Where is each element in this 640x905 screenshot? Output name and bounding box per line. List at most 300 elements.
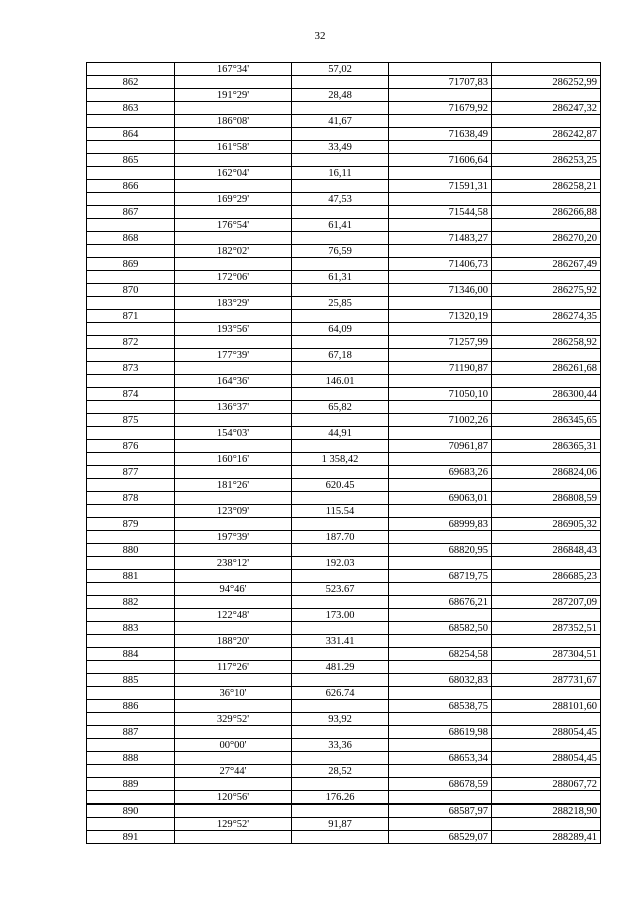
angle-cell [175,518,292,531]
angle-cell [175,310,292,323]
angle-cell: 329°52' [175,713,292,726]
table-row [87,375,601,388]
point-number-cell [87,479,175,492]
y-coordinate-cell [492,739,601,752]
angle-cell [175,570,292,583]
point-number-cell: 864 [87,128,175,141]
table-row [87,76,601,89]
y-coordinate-cell: 286253,25 [492,154,601,167]
length-cell: 173.00 [292,609,389,622]
length-cell [292,310,389,323]
y-coordinate-cell [492,635,601,648]
y-coordinate-cell: 286365,31 [492,440,601,453]
point-number-cell [87,609,175,622]
length-cell [292,414,389,427]
point-number-cell [87,765,175,778]
table-row [87,505,601,518]
y-coordinate-cell: 286345,65 [492,414,601,427]
point-number-cell: 863 [87,102,175,115]
table-row [87,349,601,362]
x-coordinate-cell [389,791,492,805]
length-cell [292,700,389,713]
length-cell [292,206,389,219]
table-row [87,245,601,258]
x-coordinate-cell [389,349,492,362]
x-coordinate-cell [389,401,492,414]
table-row [87,739,601,752]
x-coordinate-cell: 69683,26 [389,466,492,479]
point-number-cell: 888 [87,752,175,765]
y-coordinate-cell [492,609,601,622]
table-row [87,765,601,778]
angle-cell: 193°56' [175,323,292,336]
table-row [87,831,601,844]
y-coordinate-cell [492,271,601,284]
x-coordinate-cell: 71483,27 [389,232,492,245]
table-row [87,453,601,466]
x-coordinate-cell [389,479,492,492]
x-coordinate-cell [389,583,492,596]
point-number-cell [87,323,175,336]
point-number-cell [87,505,175,518]
length-cell: 176.26 [292,791,389,805]
y-coordinate-cell [492,479,601,492]
x-coordinate-cell: 68820,95 [389,544,492,557]
point-number-cell [87,531,175,544]
angle-cell: 176°54' [175,219,292,232]
length-cell [292,440,389,453]
point-number-cell: 868 [87,232,175,245]
point-number-cell [87,245,175,258]
angle-cell [175,102,292,115]
x-coordinate-cell: 71002,26 [389,414,492,427]
point-number-cell [87,167,175,180]
angle-cell: 169°29' [175,193,292,206]
y-coordinate-cell [492,63,601,76]
length-cell [292,831,389,844]
length-cell: 65,82 [292,401,389,414]
angle-cell [175,804,292,818]
point-number-cell: 867 [87,206,175,219]
length-cell: 1 358,42 [292,453,389,466]
angle-cell: 182°02' [175,245,292,258]
x-coordinate-cell [389,219,492,232]
length-cell: 523.67 [292,583,389,596]
angle-cell [175,336,292,349]
point-number-cell: 886 [87,700,175,713]
angle-cell: 162°04' [175,167,292,180]
length-cell: 146.01 [292,375,389,388]
angle-cell [175,388,292,401]
length-cell: 67,18 [292,349,389,362]
table-row [87,544,601,557]
x-coordinate-cell [389,531,492,544]
angle-cell [175,596,292,609]
table-row [87,401,601,414]
x-coordinate-cell: 71606,64 [389,154,492,167]
x-coordinate-cell [389,739,492,752]
angle-cell: 188°20' [175,635,292,648]
point-number-cell: 884 [87,648,175,661]
table-row [87,323,601,336]
angle-cell: 27°44' [175,765,292,778]
x-coordinate-cell: 68678,59 [389,778,492,791]
point-number-cell: 877 [87,466,175,479]
x-coordinate-cell [389,141,492,154]
y-coordinate-cell [492,193,601,206]
x-coordinate-cell: 68676,21 [389,596,492,609]
point-number-cell [87,453,175,466]
point-number-cell: 866 [87,180,175,193]
length-cell: 57,02 [292,63,389,76]
angle-cell [175,180,292,193]
table-row [87,284,601,297]
y-coordinate-cell: 288289,41 [492,831,601,844]
angle-cell: 183°29' [175,297,292,310]
length-cell: 44,91 [292,427,389,440]
length-cell: 33,36 [292,739,389,752]
y-coordinate-cell [492,713,601,726]
point-number-cell [87,63,175,76]
point-number-cell: 869 [87,258,175,271]
y-coordinate-cell [492,115,601,128]
y-coordinate-cell [492,765,601,778]
y-coordinate-cell [492,427,601,440]
angle-cell [175,726,292,739]
y-coordinate-cell [492,661,601,674]
x-coordinate-cell: 68619,98 [389,726,492,739]
y-coordinate-cell: 286267,49 [492,258,601,271]
angle-cell: 172°06' [175,271,292,284]
y-coordinate-cell: 287207,09 [492,596,601,609]
point-number-cell: 883 [87,622,175,635]
x-coordinate-cell: 68538,75 [389,700,492,713]
angle-cell: 177°39' [175,349,292,362]
x-coordinate-cell [389,557,492,570]
point-number-cell: 875 [87,414,175,427]
table-row [87,102,601,115]
length-cell [292,76,389,89]
x-coordinate-cell [389,609,492,622]
x-coordinate-cell [389,375,492,388]
x-coordinate-cell: 71638,49 [389,128,492,141]
angle-cell: 167°34' [175,63,292,76]
point-number-cell: 870 [87,284,175,297]
x-coordinate-cell: 68653,34 [389,752,492,765]
angle-cell [175,206,292,219]
angle-cell: 117°26' [175,661,292,674]
length-cell [292,726,389,739]
y-coordinate-cell [492,141,601,154]
table-row [87,622,601,635]
x-coordinate-cell: 71346,00 [389,284,492,297]
point-number-cell [87,739,175,752]
x-coordinate-cell [389,635,492,648]
y-coordinate-cell [492,505,601,518]
coordinates-table-body [87,63,601,844]
table-row [87,362,601,375]
y-coordinate-cell: 288054,45 [492,726,601,739]
table-row [87,752,601,765]
y-coordinate-cell: 288101,60 [492,700,601,713]
y-coordinate-cell: 286300,44 [492,388,601,401]
point-number-cell [87,818,175,831]
angle-cell: 164°36' [175,375,292,388]
point-number-cell [87,297,175,310]
coordinates-table [86,62,601,844]
angle-cell [175,752,292,765]
length-cell [292,648,389,661]
x-coordinate-cell [389,89,492,102]
angle-cell: 181°26' [175,479,292,492]
point-number-cell: 885 [87,674,175,687]
point-number-cell: 878 [87,492,175,505]
point-number-cell: 871 [87,310,175,323]
length-cell: 61,41 [292,219,389,232]
x-coordinate-cell [389,453,492,466]
table-row [87,297,601,310]
y-coordinate-cell: 286247,32 [492,102,601,115]
table-row [87,583,601,596]
length-cell: 115.54 [292,505,389,518]
table-row [87,167,601,180]
y-coordinate-cell: 286275,92 [492,284,601,297]
x-coordinate-cell: 68719,75 [389,570,492,583]
y-coordinate-cell: 286270,20 [492,232,601,245]
y-coordinate-cell: 288067,72 [492,778,601,791]
length-cell [292,518,389,531]
y-coordinate-cell: 287731,67 [492,674,601,687]
y-coordinate-cell: 286848,43 [492,544,601,557]
length-cell [292,544,389,557]
point-number-cell: 865 [87,154,175,167]
angle-cell: 238°12' [175,557,292,570]
point-number-cell: 882 [87,596,175,609]
length-cell [292,778,389,791]
length-cell: 64,09 [292,323,389,336]
table-row [87,427,601,440]
table-row [87,414,601,427]
y-coordinate-cell [492,349,601,362]
point-number-cell: 873 [87,362,175,375]
y-coordinate-cell [492,245,601,258]
y-coordinate-cell [492,219,601,232]
angle-cell [175,362,292,375]
table-row [87,687,601,700]
table-row [87,232,601,245]
length-cell: 481.29 [292,661,389,674]
point-number-cell [87,583,175,596]
point-number-cell: 879 [87,518,175,531]
length-cell: 47,53 [292,193,389,206]
x-coordinate-cell: 71257,99 [389,336,492,349]
x-coordinate-cell [389,713,492,726]
table-row [87,141,601,154]
angle-cell [175,440,292,453]
y-coordinate-cell: 286261,68 [492,362,601,375]
length-cell [292,232,389,245]
length-cell [292,388,389,401]
table-row [87,466,601,479]
x-coordinate-cell: 68032,83 [389,674,492,687]
y-coordinate-cell: 288054,45 [492,752,601,765]
table-row [87,336,601,349]
angle-cell [175,674,292,687]
table-row [87,804,601,818]
point-number-cell [87,219,175,232]
length-cell [292,570,389,583]
length-cell [292,804,389,818]
point-number-cell: 874 [87,388,175,401]
y-coordinate-cell [492,453,601,466]
point-number-cell [87,375,175,388]
point-number-cell [87,661,175,674]
table-row [87,492,601,505]
table-row [87,206,601,219]
length-cell [292,466,389,479]
point-number-cell [87,401,175,414]
x-coordinate-cell: 68254,58 [389,648,492,661]
x-coordinate-cell [389,323,492,336]
table-row [87,193,601,206]
point-number-cell [87,349,175,362]
angle-cell [175,466,292,479]
angle-cell [175,128,292,141]
point-number-cell: 889 [87,778,175,791]
length-cell [292,102,389,115]
x-coordinate-cell [389,193,492,206]
x-coordinate-cell: 71190,87 [389,362,492,375]
angle-cell [175,284,292,297]
angle-cell [175,778,292,791]
page-number: 32 [314,30,326,42]
angle-cell [175,831,292,844]
y-coordinate-cell: 286242,87 [492,128,601,141]
point-number-cell: 876 [87,440,175,453]
point-number-cell [87,557,175,570]
angle-cell [175,76,292,89]
x-coordinate-cell: 68999,83 [389,518,492,531]
angle-cell [175,544,292,557]
point-number-cell: 891 [87,831,175,844]
angle-cell [175,154,292,167]
point-number-cell [87,271,175,284]
angle-cell: 197°39' [175,531,292,544]
point-number-cell: 872 [87,336,175,349]
angle-cell [175,492,292,505]
angle-cell: 186°08' [175,115,292,128]
table-row [87,791,601,805]
table-row [87,479,601,492]
angle-cell: 94°46' [175,583,292,596]
table-row [87,310,601,323]
table-row [87,271,601,284]
x-coordinate-cell: 68582,50 [389,622,492,635]
table-row [87,661,601,674]
length-cell: 91,87 [292,818,389,831]
table-row [87,219,601,232]
table-row [87,258,601,271]
angle-cell: 36°10' [175,687,292,700]
length-cell [292,492,389,505]
angle-cell: 120°56' [175,791,292,805]
x-coordinate-cell [389,115,492,128]
angle-cell: 00°00' [175,739,292,752]
table-row [87,388,601,401]
angle-cell: 123°09' [175,505,292,518]
y-coordinate-cell: 287304,51 [492,648,601,661]
table-row [87,778,601,791]
length-cell [292,258,389,271]
angle-cell [175,648,292,661]
x-coordinate-cell: 71406,73 [389,258,492,271]
angle-cell [175,258,292,271]
length-cell: 192.03 [292,557,389,570]
y-coordinate-cell [492,557,601,570]
point-number-cell [87,89,175,102]
x-coordinate-cell: 71707,83 [389,76,492,89]
x-coordinate-cell: 71050,10 [389,388,492,401]
y-coordinate-cell [492,583,601,596]
length-cell: 620.45 [292,479,389,492]
x-coordinate-cell [389,765,492,778]
y-coordinate-cell [492,687,601,700]
y-coordinate-cell [492,401,601,414]
point-number-cell [87,141,175,154]
angle-cell: 161°58' [175,141,292,154]
table-row [87,713,601,726]
point-number-cell [87,115,175,128]
y-coordinate-cell: 286808,59 [492,492,601,505]
length-cell: 41,67 [292,115,389,128]
length-cell [292,336,389,349]
x-coordinate-cell [389,167,492,180]
table-row [87,596,601,609]
point-number-cell: 890 [87,804,175,818]
y-coordinate-cell: 286274,35 [492,310,601,323]
table-row [87,115,601,128]
y-coordinate-cell [492,167,601,180]
x-coordinate-cell [389,297,492,310]
angle-cell [175,700,292,713]
y-coordinate-cell: 286905,32 [492,518,601,531]
length-cell [292,180,389,193]
point-number-cell: 880 [87,544,175,557]
y-coordinate-cell: 286266,88 [492,206,601,219]
angle-cell [175,414,292,427]
angle-cell: 154°03' [175,427,292,440]
point-number-cell [87,427,175,440]
y-coordinate-cell: 286252,99 [492,76,601,89]
length-cell: 187.70 [292,531,389,544]
x-coordinate-cell [389,661,492,674]
length-cell [292,128,389,141]
length-cell: 16,11 [292,167,389,180]
table-row [87,609,601,622]
length-cell [292,154,389,167]
point-number-cell [87,193,175,206]
x-coordinate-cell: 71320,19 [389,310,492,323]
table-row [87,180,601,193]
point-number-cell: 881 [87,570,175,583]
point-number-cell [87,635,175,648]
y-coordinate-cell [492,297,601,310]
y-coordinate-cell: 287352,51 [492,622,601,635]
length-cell: 61,31 [292,271,389,284]
x-coordinate-cell: 68587,97 [389,804,492,818]
length-cell [292,674,389,687]
angle-cell: 136°37' [175,401,292,414]
